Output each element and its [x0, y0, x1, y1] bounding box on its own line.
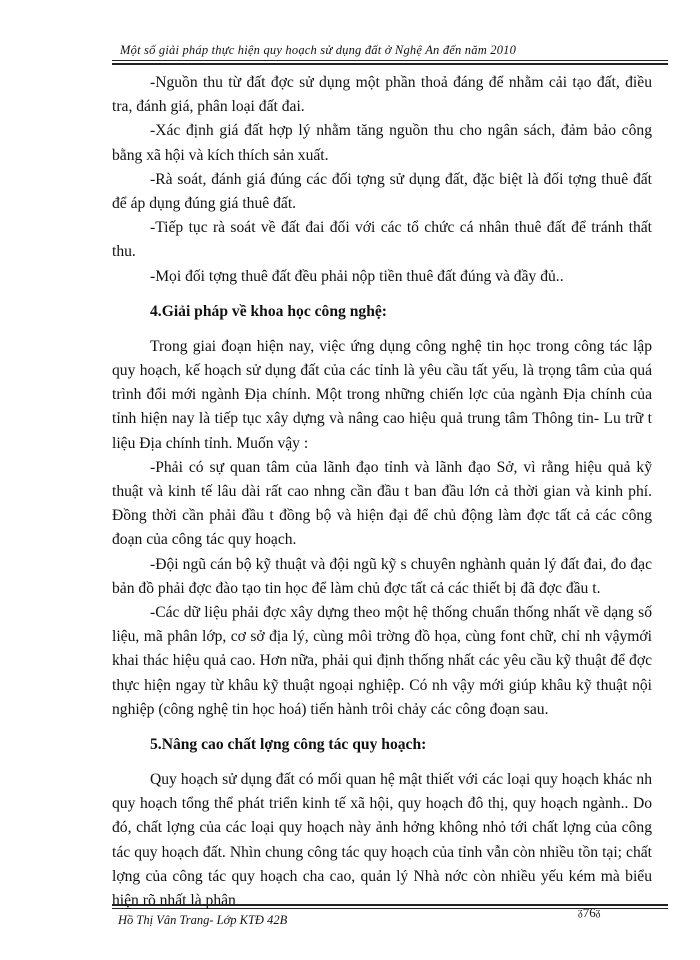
page-number-block: [578, 905, 600, 921]
footer-author: Hồ Thị Vân Trang- Lớp KTĐ 42B: [118, 913, 288, 927]
paragraph: -Xác định giá đất hợp lý nhằm tăng nguồn thu cho ngân sách, đảm bảo công bằng xã hội và kích thích sản xuất.: [112, 122, 652, 164]
paragraph: Quy hoạch sử dụng đất có mối quan hệ mật thiết với các loại quy hoạch khác nh quy hoạch tổng thể phát triển kinh tế xã hội, quy hoạch đô thị, quy hoạch ngành.. Do đó, chất lợng của các loại quy hoạch này ảnh hởng không nhỏ tới chất lợng của công tác quy hoạch đất. Nhìn chung công tác quy hoạch của tỉnh vẫn còn nhiều tồn tại; chất lợng của công tác quy hoạch cha cao, quản lý Nhà nớc còn nhiều yếu kém mà biểu hiện rõ nhất là phân: [112, 771, 652, 910]
section-heading: 5.Nâng cao chất lợng công tác quy hoạch:: [150, 736, 427, 754]
ornament-right-icon: ᵹ: [595, 907, 601, 918]
paragraph: -Các dữ liệu phải đợc xây dựng theo một hệ thống chuẩn thống nhất về dạng số liệu, mã phân lớp, cơ sở địa lý, cùng môi trờng đồ họa, cùng font chữ, chỉ nh vậymới khai thác hiệu quả cao. Hơn nữa, phải qui định thống nhất các yêu cầu kỹ thuật để đợc thực hiện ngay từ khâu kỹ thuật ngoại nghiệp. Có nh vậy mới giúp khâu kỹ thuật nội nghiệp (công nghệ tin học hoá) tiến hành trôi chảy các công đoạn sau.: [112, 604, 652, 718]
page-body: [112, 71, 652, 913]
ornament-left-icon: ᵹ: [578, 907, 583, 918]
header-rule-thick: [112, 63, 668, 65]
paragraph: -Tiếp tục rà soát về đất đai đối với các tổ chức cá nhân thuê đất để tránh thất thu.: [112, 219, 652, 261]
paragraph: -Mọi đối tợng thuê đất đều phải nộp tiền thuê đất đúng và đầy đủ..: [150, 267, 564, 285]
running-title: Một số giải pháp thực hiện quy hoạch sử dụng đất ở Nghệ An đến năm 2010: [120, 43, 517, 57]
spacer: [112, 289, 652, 300]
paragraph: -Rà soát, đánh giá đúng các đối tợng sử dụng đất, đặc biệt là đối tợng thuê đất để áp dụng đúng giá thuê đất.: [112, 170, 652, 213]
paragraph: Trong giai đoạn hiện nay, việc ứng dụng công nghệ tin học trong công tác lập quy hoạch, kế hoạch sử dụng đất của các tỉnh là yêu cầu tất yếu, là trọng tâm của quá trình đổi mới ngành Địa chính. Một trong những chiến lợc của ngành Địa chính của tỉnh hiện nay là tiếp tục xây dựng và nâng cao hiệu quả trung tâm Thông tin- Lu trữ t liệu Địa chính tỉnh. Muốn vậy :: [112, 337, 652, 452]
paragraph: -Đội ngũ cán bộ kỹ thuật và đội ngũ kỹ s chuyên nghành quản lý đất đai, đo đạc bản đồ phải đợc đào tạo tin học để làm chủ đợc tất cả các thiết bị đã đợc đầu t.: [112, 555, 652, 597]
spacer: [112, 722, 652, 733]
header-rule-thin: [112, 60, 668, 61]
section-heading: 4.Giải pháp về khoa học công nghệ:: [150, 302, 387, 320]
spacer: [112, 324, 652, 335]
paragraph: -Nguồn thu từ đất đợc sử dụng một phần thoả đáng để nhằm cải tạo đất, điều tra, đánh giá, phân loại đất đai.: [112, 74, 652, 116]
spacer: [112, 757, 652, 768]
paragraph: -Phải có sự quan tâm của lãnh đạo tỉnh và lãnh đạo Sở, vì rằng hiệu quả kỹ thuật và kinh tế lâu dài rất cao nhng cần đầu t ban đầu lớn cả thời gian và kinh phí. Đồng thời cần phải đầu t đồng bộ và hiện đại để chủ động làm đợc tất cả các công đoạn của công tác quy hoạch.: [112, 458, 652, 549]
page-number: 76: [582, 905, 596, 920]
